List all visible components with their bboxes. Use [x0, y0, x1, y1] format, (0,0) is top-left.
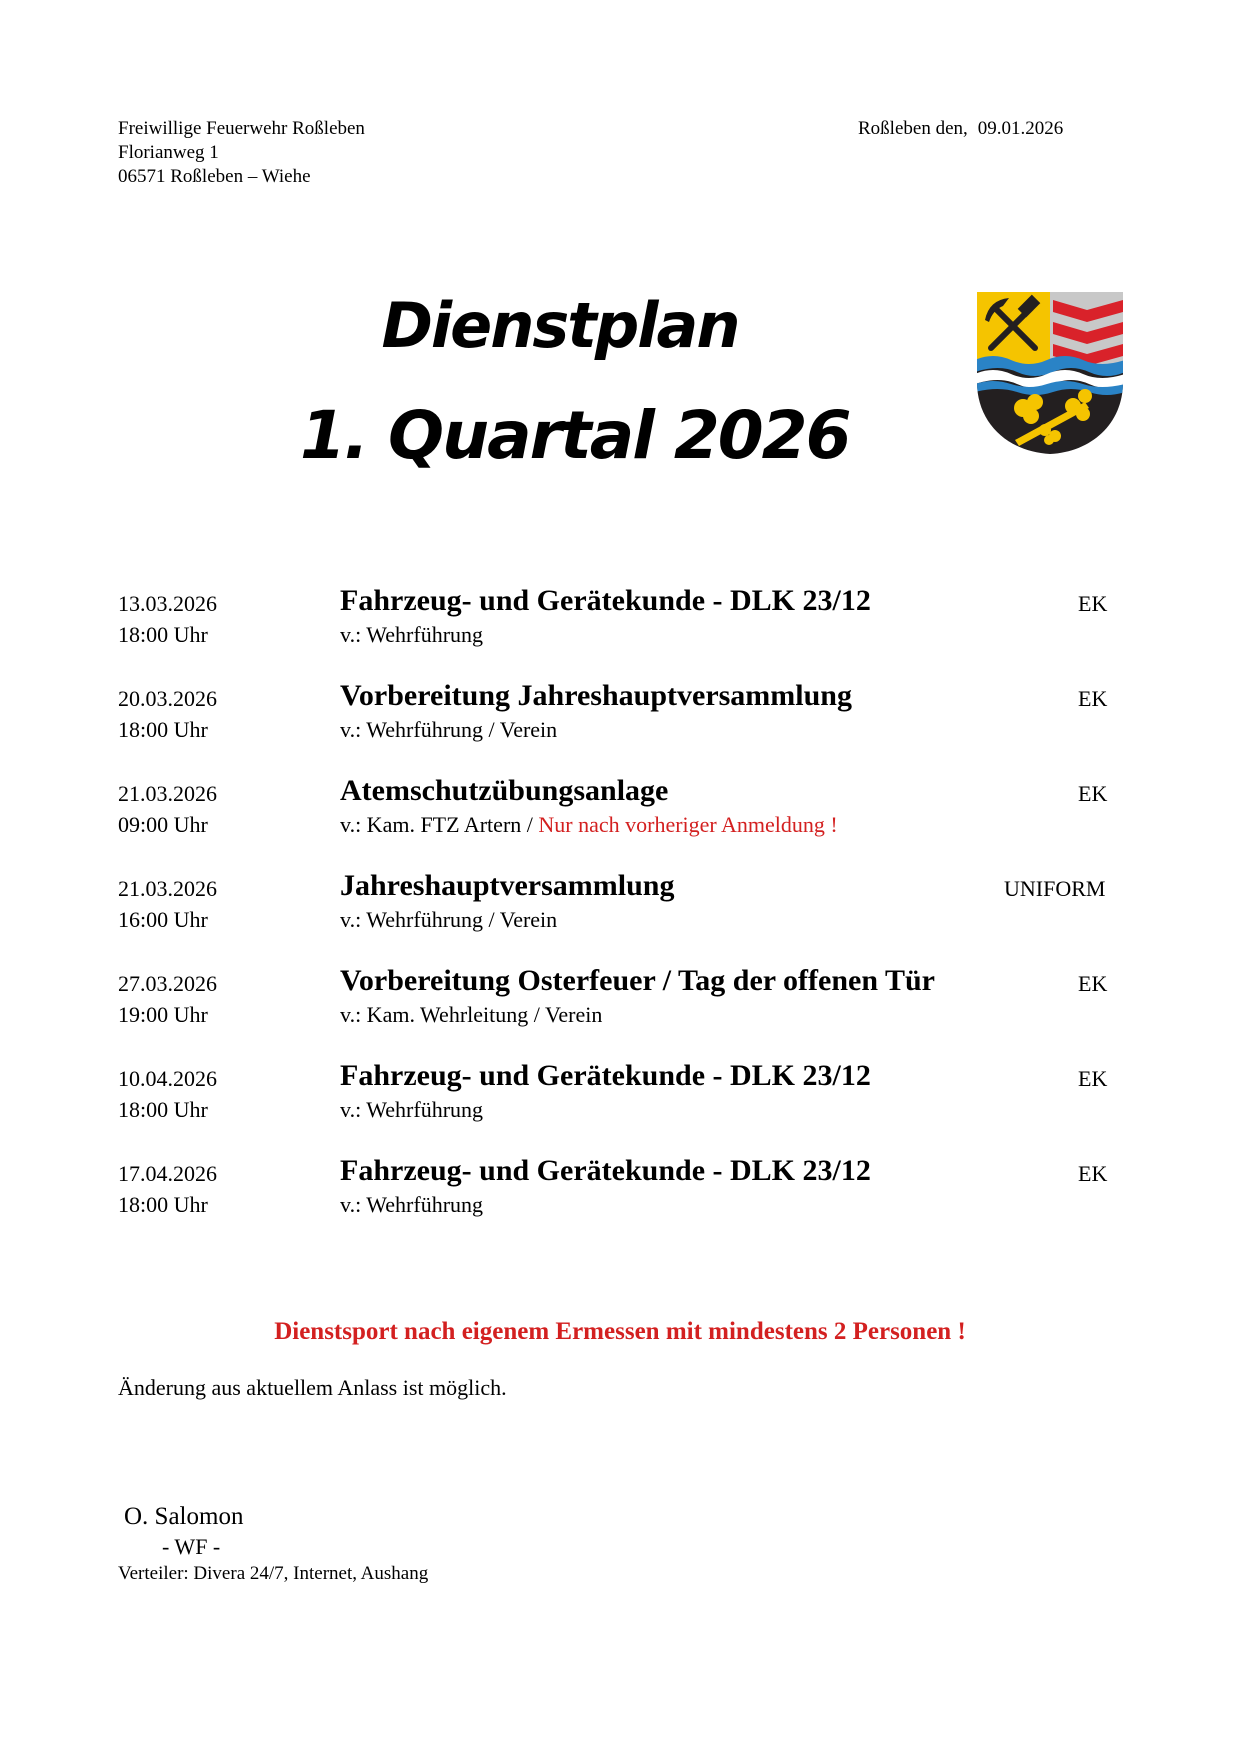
event-kind: EK: [1078, 781, 1108, 806]
event-kind: UNIFORM: [1004, 876, 1106, 901]
event-time: 09:00 Uhr: [118, 812, 208, 837]
distribution-list: Verteiler: Divera 24/7, Internet, Aushang: [118, 1563, 429, 1584]
event-note: Nur nach vorheriger Anmeldung !: [538, 812, 838, 837]
page-subtitle: 1. Quartal 2026: [300, 397, 850, 474]
event-kind: EK: [1078, 1066, 1108, 1091]
event-title: Atemschutzübungsanlage: [340, 774, 669, 807]
event-lead-text: v.: Wehrführung / Verein: [340, 717, 558, 742]
list-item: [0, 963, 1240, 1043]
event-title: Vorbereitung Osterfeuer / Tag der offenen Tür: [340, 964, 935, 997]
event-lead-text: v.: Kam. FTZ Artern /: [340, 812, 539, 837]
event-date: 21.03.2026: [118, 876, 217, 901]
dateline: [858, 117, 1063, 141]
list-item: [0, 773, 1240, 853]
event-time: 18:00 Uhr: [118, 717, 208, 742]
list-item: [0, 868, 1240, 948]
event-title: Vorbereitung Jahreshauptversammlung: [340, 679, 852, 712]
event-lead-text: v.: Wehrführung: [340, 1097, 484, 1122]
event-kind: EK: [1078, 971, 1108, 996]
signature-name: O. Salomon: [124, 1503, 244, 1530]
event-title: Fahrzeug- und Gerätekunde - DLK 23/12: [340, 584, 871, 617]
event-title: Fahrzeug- und Gerätekunde - DLK 23/12: [340, 1059, 871, 1092]
event-lead: [340, 716, 557, 744]
event-lead: [340, 906, 557, 934]
event-time: 19:00 Uhr: [118, 1002, 208, 1027]
event-time: 16:00 Uhr: [118, 907, 208, 932]
change-notice: Änderung aus aktuellem Anlass ist möglich.: [118, 1375, 507, 1400]
coat-of-arms-logo: [975, 290, 1125, 456]
event-time: 18:00 Uhr: [118, 1097, 208, 1122]
list-item: [0, 1058, 1240, 1138]
event-lead: [340, 621, 483, 649]
event-lead-text: v.: Wehrführung / Verein: [340, 907, 558, 932]
sender-address: [118, 117, 365, 189]
list-item: [0, 678, 1240, 758]
event-date: 21.03.2026: [118, 781, 217, 806]
event-kind: EK: [1078, 686, 1108, 711]
event-lead: [340, 1001, 602, 1029]
list-item: [0, 1153, 1240, 1233]
event-lead: [340, 811, 838, 839]
event-title: Jahreshauptversammlung: [340, 869, 675, 902]
event-lead-text: v.: Wehrführung: [340, 1192, 484, 1217]
dateline-label: Roßleben den,: [858, 118, 968, 139]
event-time: 18:00 Uhr: [118, 622, 208, 647]
sender-city: 06571 Roßleben – Wiehe: [118, 166, 311, 187]
page-title: Dienstplan: [381, 289, 739, 362]
event-time: 18:00 Uhr: [118, 1192, 208, 1217]
event-kind: EK: [1078, 591, 1108, 616]
event-lead-text: v.: Wehrführung: [340, 622, 484, 647]
event-date: 17.04.2026: [118, 1161, 217, 1186]
event-lead: [340, 1096, 483, 1124]
dateline-date: 09.01.2026: [977, 118, 1064, 139]
event-date: 10.04.2026: [118, 1066, 217, 1091]
event-lead: [340, 1191, 483, 1219]
event-date: 20.03.2026: [118, 686, 217, 711]
sender-street: Florianweg 1: [118, 142, 219, 163]
event-kind: EK: [1078, 1161, 1108, 1186]
sender-name: Freiwillige Feuerwehr Roßleben: [118, 118, 365, 139]
event-title: Fahrzeug- und Gerätekunde - DLK 23/12: [340, 1154, 871, 1187]
event-lead-text: v.: Kam. Wehrleitung / Verein: [340, 1002, 603, 1027]
list-item: [0, 583, 1240, 663]
event-date: 13.03.2026: [118, 591, 217, 616]
event-date: 27.03.2026: [118, 971, 217, 996]
sport-notice: Dienstsport nach eigenem Ermessen mit mindestens 2 Personen !: [274, 1318, 966, 1345]
signature-role: - WF -: [162, 1534, 221, 1559]
